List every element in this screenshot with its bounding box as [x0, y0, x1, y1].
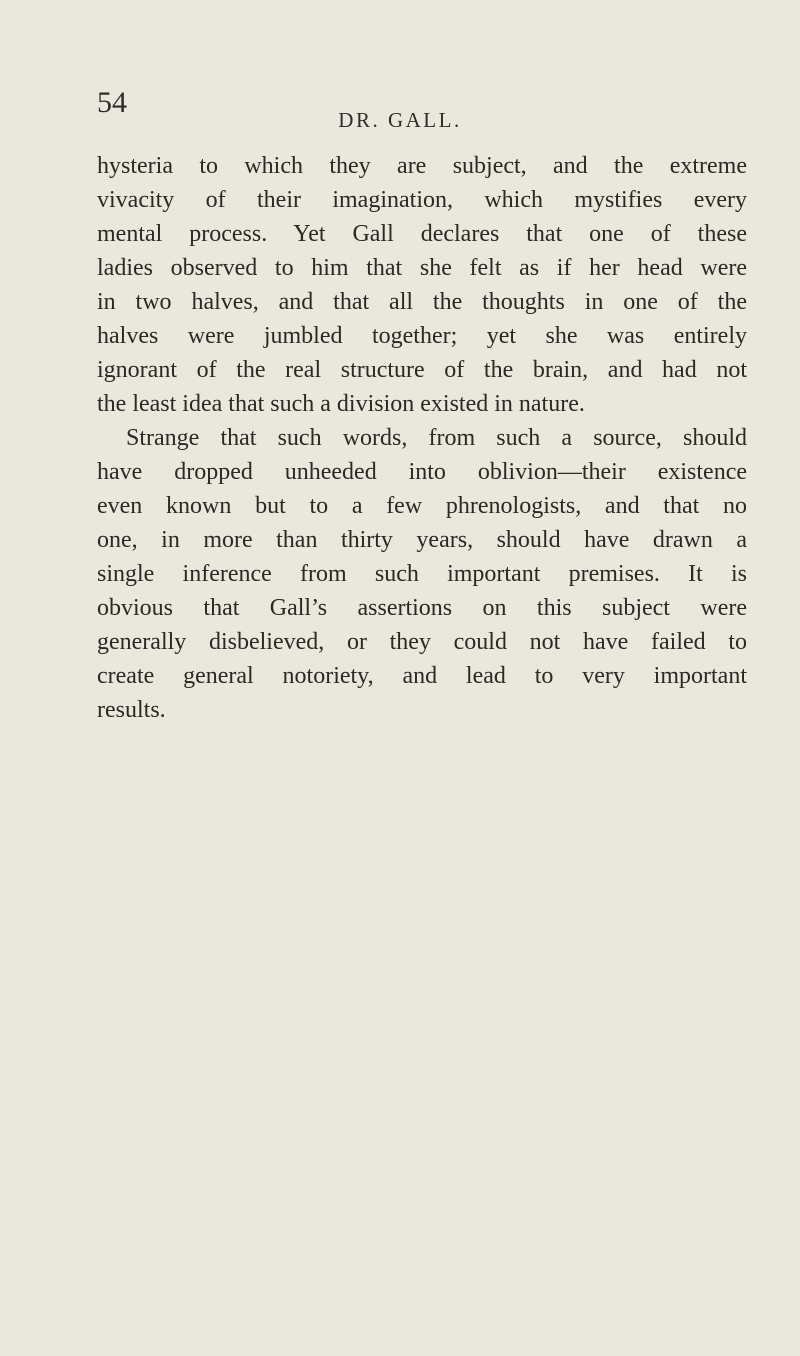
text-line: in two halves, and that all the thoughts in one of the	[97, 289, 747, 315]
text-line: results.	[97, 697, 166, 723]
text-line: even known but to a few phrenologists, and that no	[97, 493, 747, 519]
text-line: hysteria to which they are subject, and the extreme	[97, 153, 747, 179]
page-number: 54	[97, 86, 127, 119]
running-head: DR. GALL.	[338, 108, 462, 132]
text-line: generally disbelieved, or they could not have failed to	[97, 629, 747, 655]
text-line: single inference from such important premises. It is	[97, 561, 747, 587]
text-line: ladies observed to him that she felt as if her head were	[97, 255, 747, 281]
body-text	[97, 149, 747, 727]
text-line: the least idea that such a division existed in nature.	[97, 391, 585, 417]
text-line: ignorant of the real structure of the brain, and had not	[97, 357, 747, 383]
text-line: halves were jumbled together; yet she was entirely	[97, 323, 747, 349]
text-line: obvious that Gall’s assertions on this subject were	[97, 595, 747, 621]
text-line: have dropped unheeded into oblivion—their existence	[97, 459, 747, 485]
text-line: vivacity of their imagination, which mystifies every	[97, 187, 747, 213]
text-line: one, in more than thirty years, should have drawn a	[97, 527, 747, 553]
text-line: Strange that such words, from such a source, should	[126, 425, 747, 451]
text-line: mental process. Yet Gall declares that one of these	[97, 221, 747, 247]
text-line: create general notoriety, and lead to very important	[97, 663, 747, 689]
